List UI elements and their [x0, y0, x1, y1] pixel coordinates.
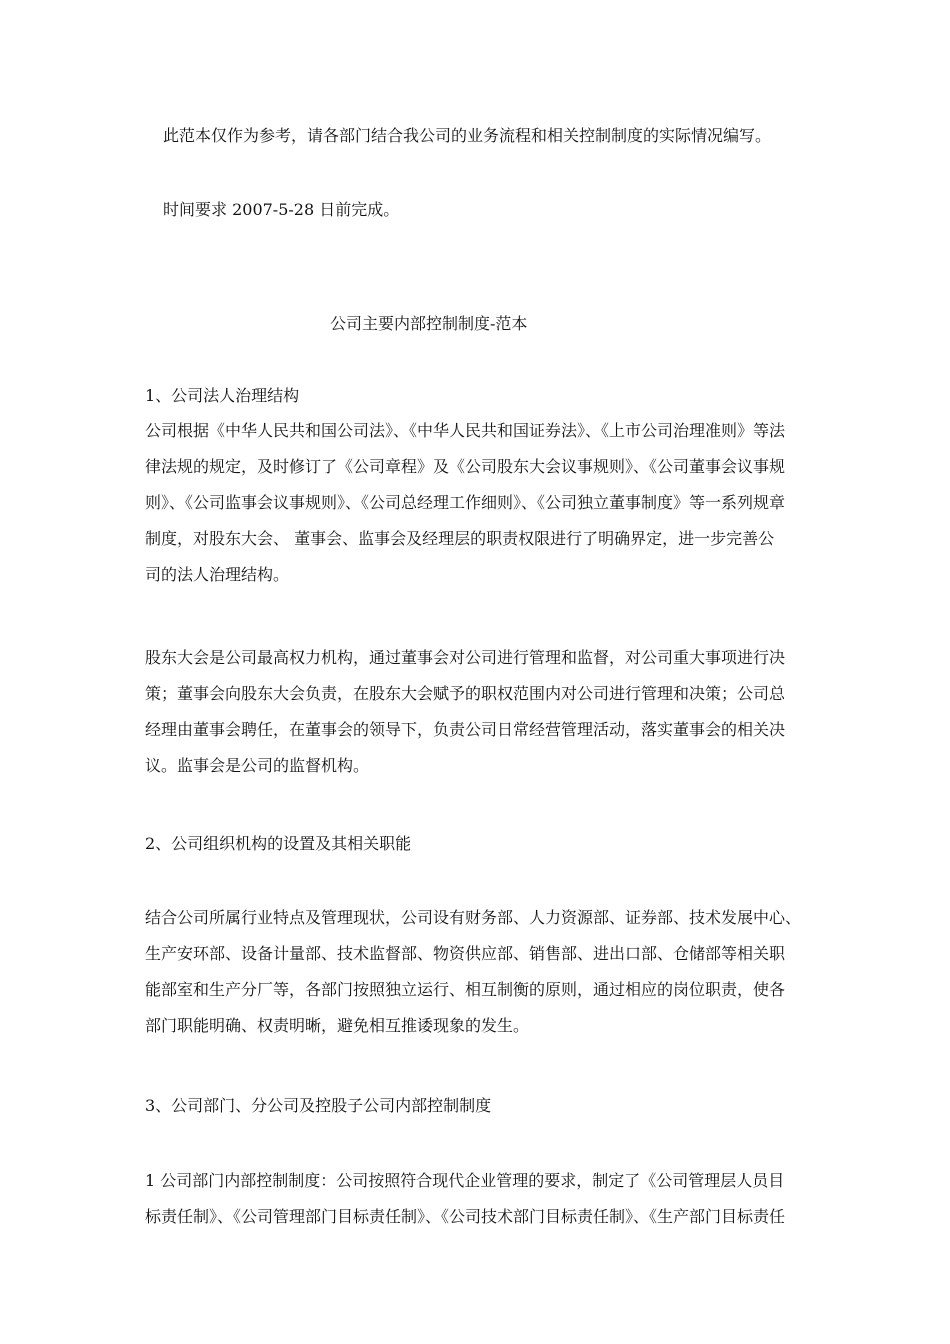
paragraph-line: 议。监事会是公司的监督机构。: [145, 756, 370, 775]
paragraph-line: 则》、《公司监事会议事规则》、《公司总经理工作细则》、《公司独立董事制度》等一系列规章: [145, 493, 786, 512]
paragraph-line: 标责任制》、《公司管理部门目标责任制》、《公司技术部门目标责任制》、《生产部门目标责任: [145, 1207, 786, 1226]
section-2-heading: 2、公司组织机构的设置及其相关职能: [145, 834, 412, 853]
paragraph-line: 股东大会是公司最高权力机构，通过董事会对公司进行管理和监督，对公司重大事项进行决: [145, 648, 786, 667]
paragraph-line: 司的法人治理结构。: [145, 565, 290, 584]
paragraph-line: 生产安环部、设备计量部、技术监督部、物资供应部、销售部、进出口部、仓储部等相关职: [145, 944, 786, 963]
paragraph-line: 结合公司所属行业特点及管理现状，公司设有财务部、人力资源部、证券部、技术发展中心、: [145, 908, 802, 927]
paragraph-line: 经理由董事会聘任，在董事会的领导下，负责公司日常经营管理活动，落实董事会的相关决: [145, 720, 786, 739]
paragraph-line: 策；董事会向股东大会负责，在股东大会赋予的职权范围内对公司进行管理和决策；公司总: [145, 684, 786, 703]
section-3-paragraph-1: [145, 1163, 815, 1235]
paragraph-line: 律法规的规定，及时修订了《公司章程》及《公司股东大会议事规则》、《公司董事会议事规: [145, 457, 786, 476]
paragraph-line: 部门职能明确、权责明晰，避免相互推诿现象的发生。: [145, 1016, 530, 1035]
section-1-heading: 1、公司法人治理结构: [145, 386, 300, 405]
deadline-note: 时间要求 2007-5-28 日前完成。: [163, 200, 400, 219]
document-title: 公司主要内部控制制度-范本: [330, 314, 528, 333]
paragraph-line: 公司根据《中华人民共和国公司法》、《中华人民共和国证券法》、《上市公司治理准则》等法: [145, 421, 786, 440]
paragraph-line: 制度，对股东大会、 董事会、监事会及经理层的职责权限进行了明确界定，进一步完善公: [145, 529, 775, 548]
section-3-heading: 3、公司部门、分公司及控股子公司内部控制制度: [145, 1096, 492, 1115]
paragraph-line: 1 公司部门内部控制制度：公司按照符合现代企业管理的要求，制定了《公司管理层人员目: [145, 1171, 785, 1190]
section-1-paragraph-1: [145, 413, 815, 593]
reference-note: 此范本仅作为参考，请各部门结合我公司的业务流程和相关控制制度的实际情况编写。: [163, 126, 772, 145]
section-2-paragraph-1: [145, 900, 815, 1044]
paragraph-line: 能部室和生产分厂等，各部门按照独立运行、相互制衡的原则，通过相应的岗位职责，使各: [145, 980, 786, 999]
section-1-paragraph-2: [145, 640, 815, 784]
